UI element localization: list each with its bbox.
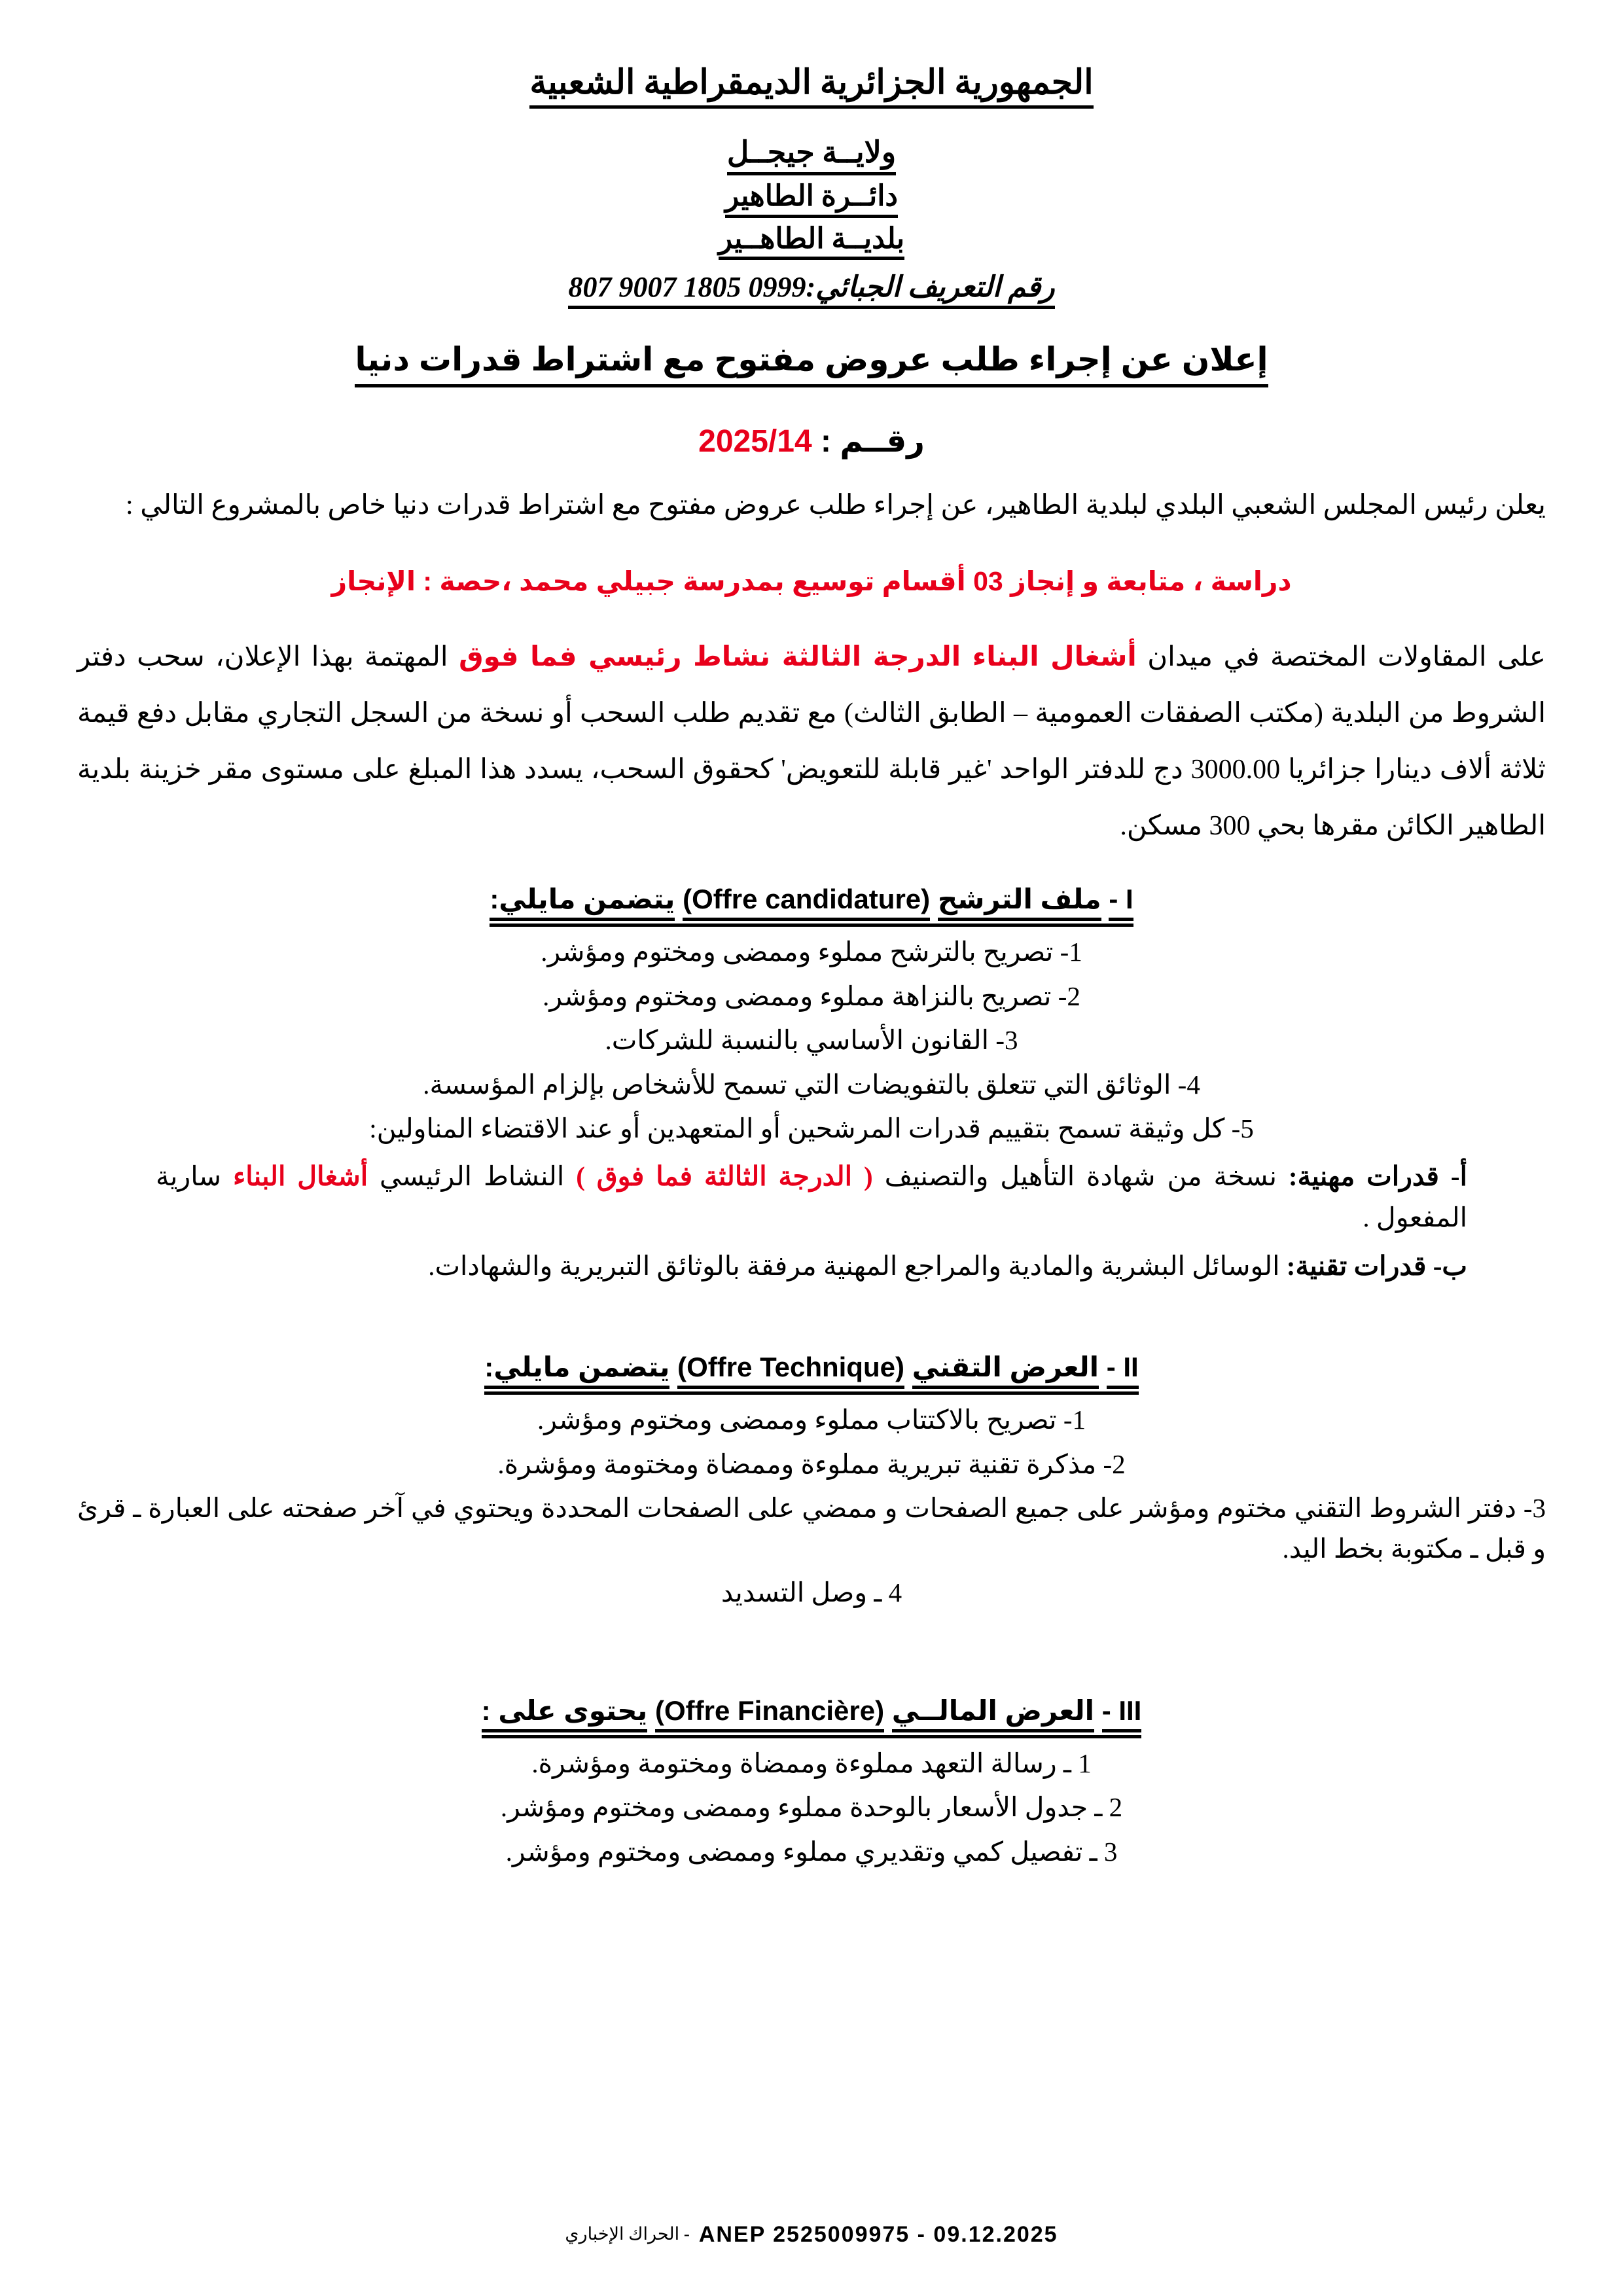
list-item: 4 ـ وصل التسديد: [721, 1577, 902, 1608]
section-3-title-suffix: يحتوى على :: [482, 1695, 648, 1732]
section-2-title-suffix: يتضمن مايلي:: [484, 1351, 669, 1389]
section-1-title-suffix: يتضمن مايلي:: [490, 883, 675, 921]
section-1-heading: [490, 883, 1133, 927]
source-attribution: - الحراك الإخباري: [565, 2224, 690, 2244]
section-2-title-fr: (Offre Technique): [677, 1352, 904, 1389]
tax-line-wrap: [77, 260, 1546, 309]
tax-label: رقم التعريف الجبائي:: [806, 271, 1055, 304]
page-title: إعلان عن إجراء طلب عروض مفتوح مع اشتراط قدرات دنيا: [355, 339, 1268, 387]
conditions-paragraph: [77, 628, 1546, 854]
section-1-marker: I -: [1109, 884, 1133, 921]
section-3-title-ar: العرض المالــي: [892, 1695, 1094, 1732]
list-item: 2- مذكرة تقنية تبريرية مملوءة وممضاة ومختومة ومؤشرة.: [497, 1448, 1126, 1479]
section-3-list: [77, 1744, 1546, 1873]
wilaya-line-wrap: [77, 135, 1546, 175]
section-1-list: [77, 932, 1546, 1149]
project-title: دراسة ، متابعة و إنجاز 03 أقسام توسيع بمدرسة جبيلي محمد ،حصة : الإنجاز: [331, 565, 1292, 596]
sub-item-a-highlight-activity: أشغال البناء: [232, 1160, 368, 1191]
conditions-highlight-qualification: أشغال البناء الدرجة الثالثة نشاط رئيسي فما فوق: [459, 640, 1137, 672]
sub-item-b-text: الوسائل البشرية والمادية والمراجع المهنية مرفقة بالوثائق التبريرية والشهادات.: [428, 1250, 1287, 1281]
sub-item-b-label: ب- قدرات تقنية:: [1286, 1250, 1467, 1281]
republic-line-wrap: [77, 63, 1546, 109]
list-item: 2- تصريح بالنزاهة مملوء وممضى ومختوم ومؤشر.: [543, 980, 1080, 1011]
baladia-line-wrap: [77, 218, 1546, 260]
section-2-title-ar: العرض التقني: [912, 1351, 1099, 1389]
section-2-heading-wrap: [77, 1351, 1546, 1395]
section-1-title-ar: ملف الترشح: [938, 883, 1101, 921]
list-item: 4- الوثائق التي تتعلق بالتفويضات التي تسمح للأشخاص بإلزام المؤسسة.: [423, 1069, 1200, 1100]
section-1-sub-item-b: [77, 1246, 1546, 1287]
announcement-number-label: رقــم :: [821, 423, 925, 459]
anep-reference: ANEP 2525009975 - 09.12.2025: [698, 2222, 1058, 2247]
section-3-marker: III -: [1102, 1695, 1142, 1732]
list-item: 5- كل وثيقة تسمح بتقييم قدرات المرشحين أو المتعهدين أو عند الاقتضاء المناولين:: [369, 1113, 1254, 1144]
list-item: 3- دفتر الشروط التقني مختوم ومؤشر على جميع الصفحات و ممضي على الصفحات المحددة ويحتوي في آخر صفحته على العبارة ـ قرئ و قبل ـ مكتوبة بخط اليد.: [77, 1493, 1546, 1564]
list-item: 2 ـ جدول الأسعار بالوحدة مملوء وممضى ومختوم ومؤشر.: [500, 1792, 1123, 1823]
sub-item-a-text-3: سارية المفعول .: [156, 1160, 1467, 1233]
document-footer: [0, 2222, 1623, 2248]
daira-line-wrap: [77, 175, 1546, 218]
announcement-number-value: 2025/14: [698, 423, 812, 459]
tax-number: 0999 1805 9007 807: [568, 271, 806, 304]
republic-heading: الجمهورية الجزائرية الديمقراطية الشعبية: [529, 63, 1093, 109]
list-item: 1 ـ رسالة التعهد مملوءة وممضاة ومختومة ومؤشرة.: [531, 1748, 1092, 1778]
section-3-heading-wrap: [77, 1695, 1546, 1738]
sub-item-a-label: أ- قدرات مهنية:: [1288, 1160, 1467, 1191]
section-2-marker: II -: [1107, 1352, 1139, 1389]
tax-identification-line: [568, 270, 1054, 309]
daira-heading: دائــرة الطاهير: [725, 179, 898, 218]
section-3-title-fr: (Offre Financière): [655, 1695, 884, 1732]
wilaya-heading: ولايــة جيجــل: [727, 135, 896, 175]
section-2-heading: [484, 1351, 1138, 1395]
sub-item-a-text-2: النشاط الرئيسي: [368, 1160, 577, 1191]
list-item: 1- تصريح بالاكتتاب مملوء وممضى ومختوم ومؤشر.: [537, 1405, 1086, 1435]
section-2-list: [77, 1400, 1546, 1613]
section-1-sub-item-a: [77, 1156, 1546, 1239]
spacer: [77, 1287, 1546, 1322]
section-1-heading-wrap: [77, 883, 1546, 927]
sub-item-a-text-1: نسخة من شهادة التأهيل والتصنيف: [872, 1160, 1289, 1191]
list-item: 3 ـ تفصيل كمي وتقديري مملوء وممضى ومختوم ومؤشر.: [505, 1836, 1118, 1867]
announcement-number: [77, 423, 1546, 459]
conditions-text-part1: على المقاولات المختصة في ميدان: [1136, 641, 1546, 672]
section-3-heading: [482, 1695, 1142, 1738]
baladia-heading: بلديــة الطاهــير: [719, 222, 904, 260]
conditions-text-part2: المهتمة بهذا الإعلان، سحب دفتر الشروط من البلدية (مكتب الصفقات العمومية – الطابق الثالث) مع تقديم طلب السحب أو نسخة من السجل التجاري مقابل دفع قيمة ثلاثة ألاف دينارا جزائريا 3000.00 دج للدفتر الواحد 'غير قابلة للتعويض' كحقوق السحب، يسدد هذا المبلغ على مستوى مقر خزينة بلدية الطاهير الكائن مقرها بحي 300 مسكن.: [77, 641, 1546, 842]
list-item: 3- القانون الأساسي بالنسبة للشركات.: [605, 1025, 1018, 1056]
spacer: [77, 1613, 1546, 1666]
section-1-title-fr: (Offre candidature): [683, 884, 930, 921]
list-item: 1- تصريح بالترشح مملوء وممضى ومختوم ومؤشر.: [541, 937, 1082, 967]
page-title-wrap: [77, 339, 1546, 387]
sub-item-a-highlight-grade: ( الدرجة الثالثة فما فوق ): [576, 1160, 873, 1191]
intro-paragraph: يعلن رئيس المجلس الشعبي البلدي لبلدية الطاهير، عن إجراء طلب عروض مفتوح مع اشتراط قدرات دنيا خاص بالمشروع التالي :: [126, 490, 1546, 520]
document-header: [77, 63, 1546, 309]
